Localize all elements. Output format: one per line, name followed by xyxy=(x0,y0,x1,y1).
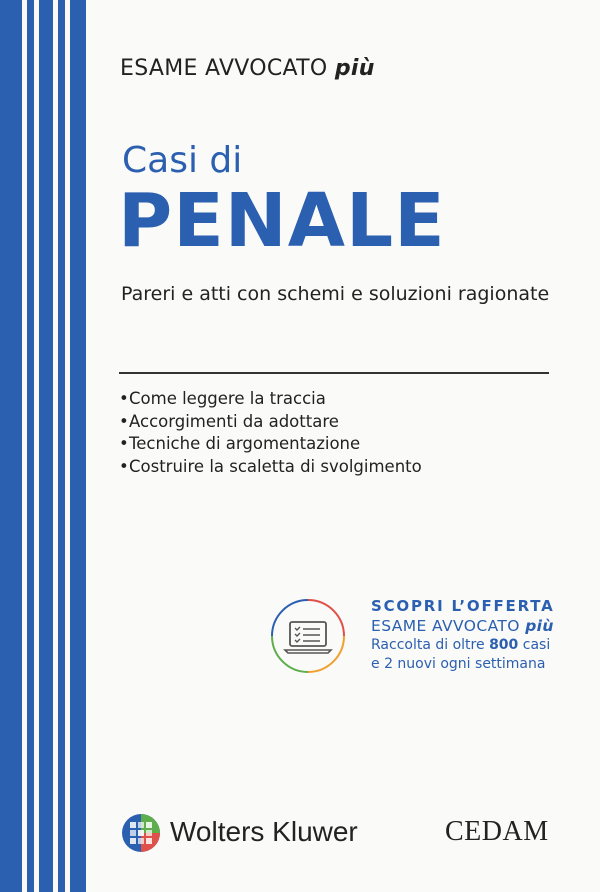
feature-list xyxy=(119,388,422,478)
brand-name: Wolters Kluwer xyxy=(170,816,358,847)
blue-stripe xyxy=(58,0,65,892)
title-line-1: Casi di xyxy=(122,140,243,181)
blue-stripe xyxy=(39,0,53,892)
list-item xyxy=(119,411,422,434)
list-item-text: Tecniche di argomentazione xyxy=(129,434,361,453)
offer-box xyxy=(371,596,555,674)
wolters-kluwer-logo-icon xyxy=(121,813,161,853)
series-label: ESAME AVVOCATO xyxy=(120,56,328,81)
blue-stripe xyxy=(70,0,86,892)
list-item xyxy=(119,433,422,456)
blue-stripe xyxy=(0,0,22,892)
list-item-text: Come leggere la traccia xyxy=(129,389,326,408)
offer-count: 800 xyxy=(489,637,519,653)
list-item xyxy=(119,456,422,479)
offer-text: casi xyxy=(518,637,551,653)
list-item-text: Costruire la scaletta di svolgimento xyxy=(129,456,422,476)
offer-heading: SCOPRI L’OFFERTA xyxy=(371,597,555,615)
publisher-name: CEDAM xyxy=(445,816,549,847)
divider xyxy=(119,372,549,374)
bullet-symbol: • xyxy=(119,456,129,476)
offer-text: Raccolta di oltre xyxy=(371,637,490,653)
title-line-2: PENALE xyxy=(118,178,446,264)
bullet-symbol: • xyxy=(119,389,129,408)
blue-stripe xyxy=(27,0,34,892)
offer-product-label: ESAME AVVOCATO xyxy=(371,617,520,635)
offer-description xyxy=(371,636,555,655)
subtitle: Pareri e atti con schemi e soluzioni ragionate xyxy=(121,283,550,305)
bullet-symbol: • xyxy=(119,411,129,431)
series-title xyxy=(120,56,375,81)
bullet-symbol: • xyxy=(119,434,129,453)
list-item xyxy=(119,388,422,411)
offer-frequency: e 2 nuovi ogni settimana xyxy=(371,656,546,672)
laptop-checklist-icon xyxy=(268,596,348,676)
offer-product xyxy=(371,616,555,636)
list-item-text: Accorgimenti da adottare xyxy=(129,411,339,431)
series-suffix: più xyxy=(334,56,375,81)
offer-product-suffix: più xyxy=(525,617,554,635)
